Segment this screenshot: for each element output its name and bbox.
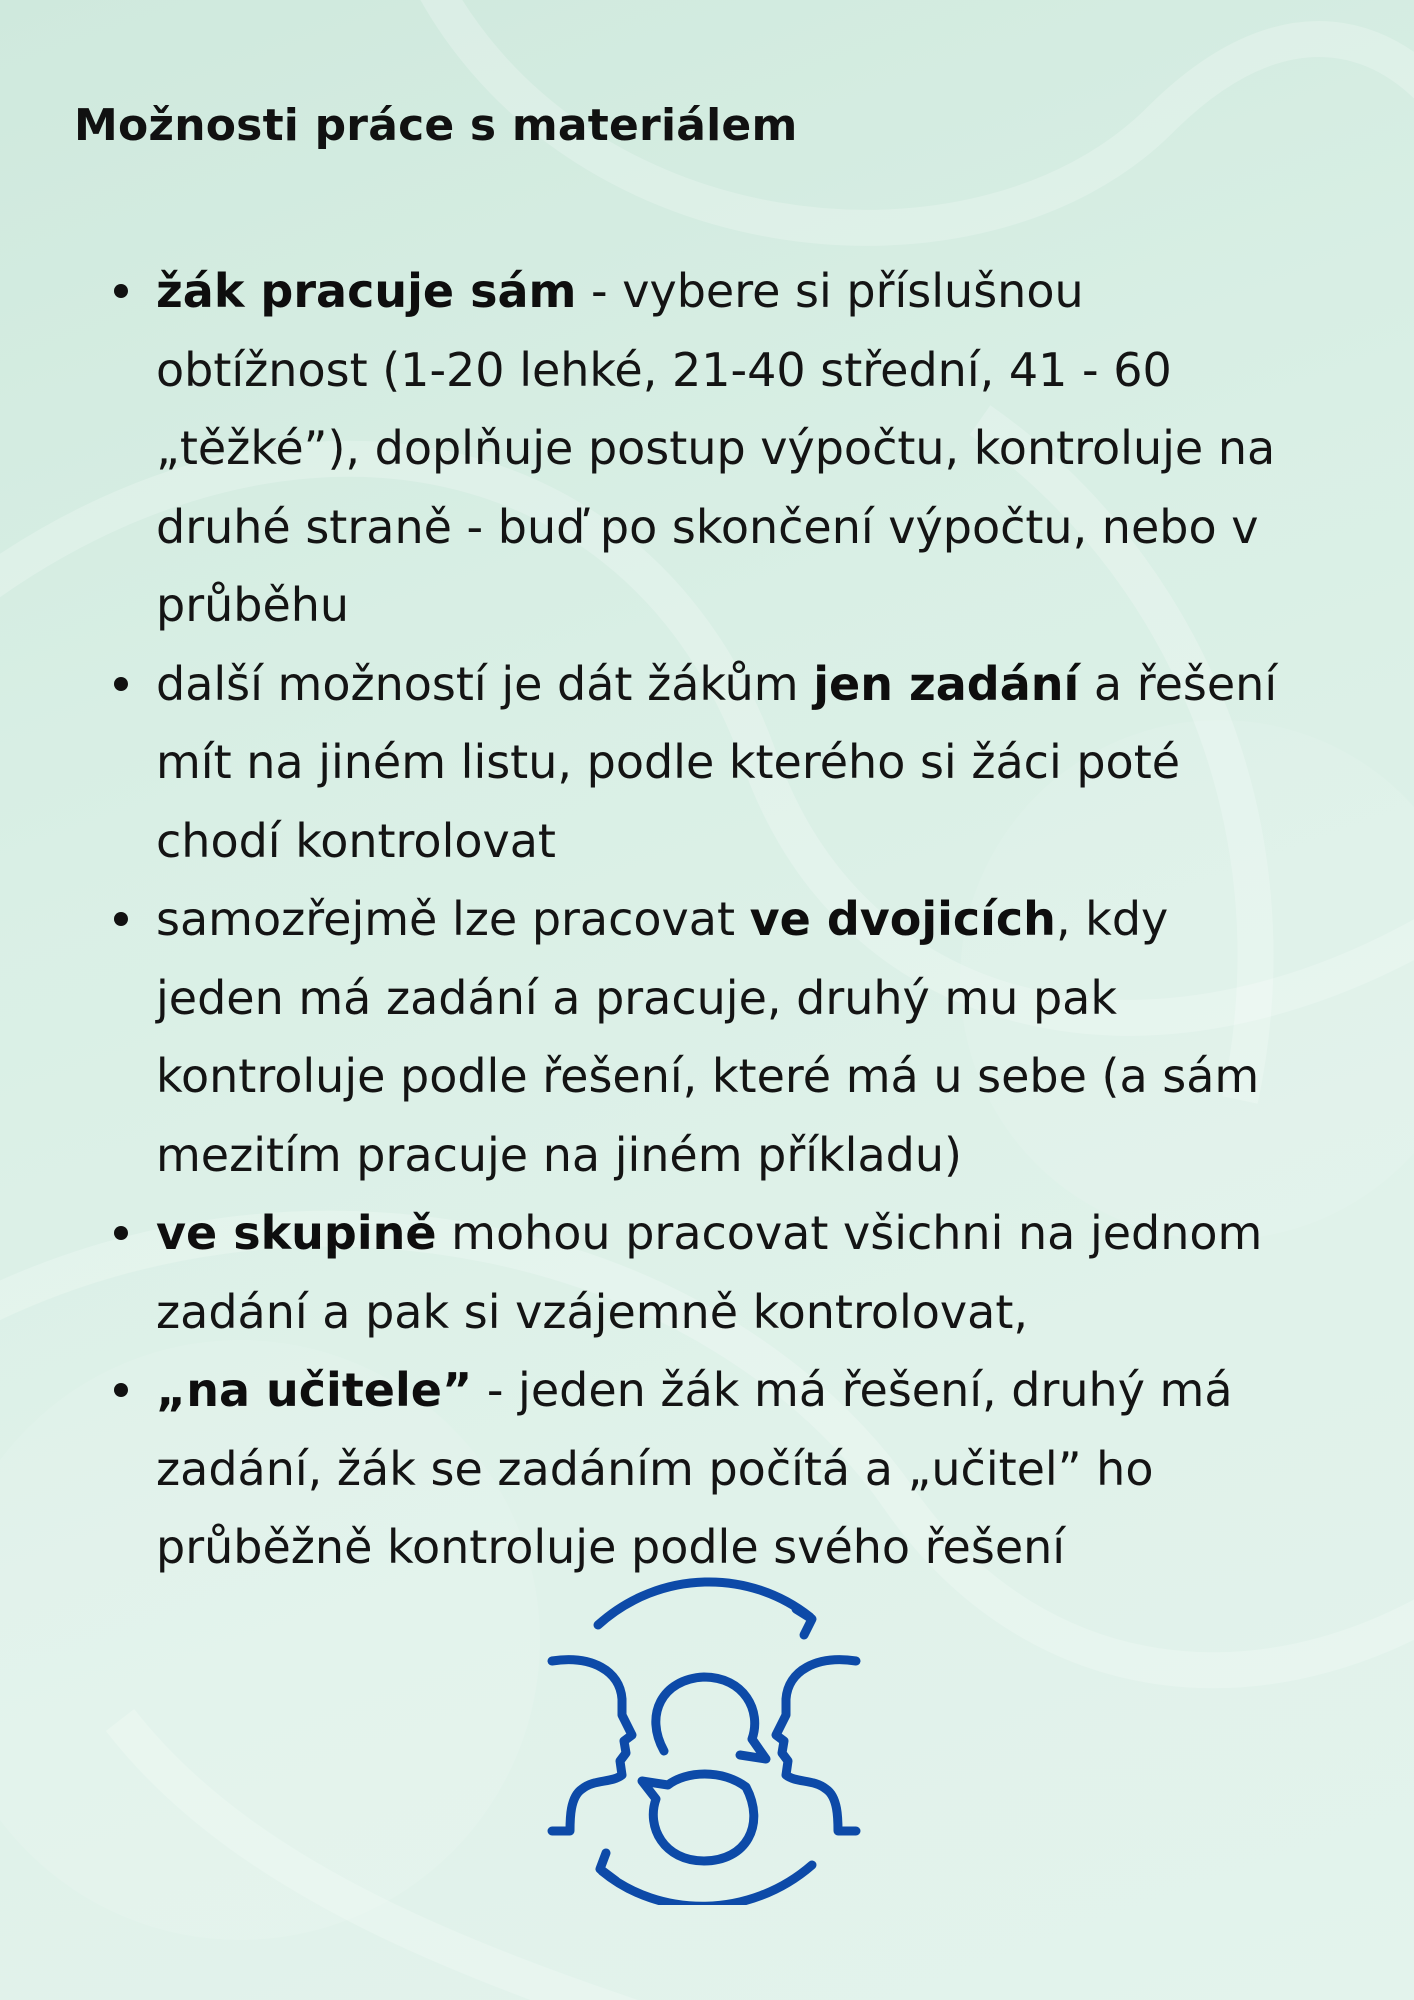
item-text: samozřejmě lze pracovat xyxy=(156,892,750,946)
item-text: , kdy jeden má zadání a pracuje, druhý mu pak kontroluje podle řešení, které má u sebe (a sám mezitím pracuje na jiném příkladu) xyxy=(156,892,1260,1182)
list-item xyxy=(156,1351,1306,1587)
list-item xyxy=(156,1194,1306,1351)
item-text: další možností je dát žákům xyxy=(156,656,814,711)
item-bold-text: ve skupině xyxy=(156,1206,437,1260)
item-text: a řešení mít na jiném listu, podle kterého si žáci poté chodí kontrolovat xyxy=(156,656,1278,868)
item-bold-text: „na učitele” xyxy=(156,1363,473,1417)
item-bold-text: žák pracuje sám xyxy=(156,264,577,318)
list-item xyxy=(156,880,1306,1194)
list-item xyxy=(156,645,1306,881)
item-text: - jeden žák má řešení, druhý má zadání, žák se zadáním počítá a „učitel” ho průběžně kontroluje podle svého řešení xyxy=(156,1363,1233,1574)
list-item xyxy=(156,252,1306,645)
page-title: Možnosti práce s materiálem xyxy=(74,100,798,151)
item-bold-text: ve dvojicích xyxy=(749,892,1056,946)
item-text: - vybere si příslušnou obtížnost (1-20 lehké, 21-40 střední, 41 - 60 „těžké”), doplňuje postup výpočtu, kontroluje na druhé straně - buď po skončení výpočtu, nebo v průběhu xyxy=(156,264,1276,632)
work-options-list xyxy=(156,252,1306,1587)
item-bold-text: jen zadání xyxy=(813,656,1080,711)
two-heads-exchange-icon xyxy=(540,1575,870,1905)
item-text: mohou pracovat všichni na jednom zadání a pak si vzájemně kontrolovat, xyxy=(156,1206,1263,1339)
